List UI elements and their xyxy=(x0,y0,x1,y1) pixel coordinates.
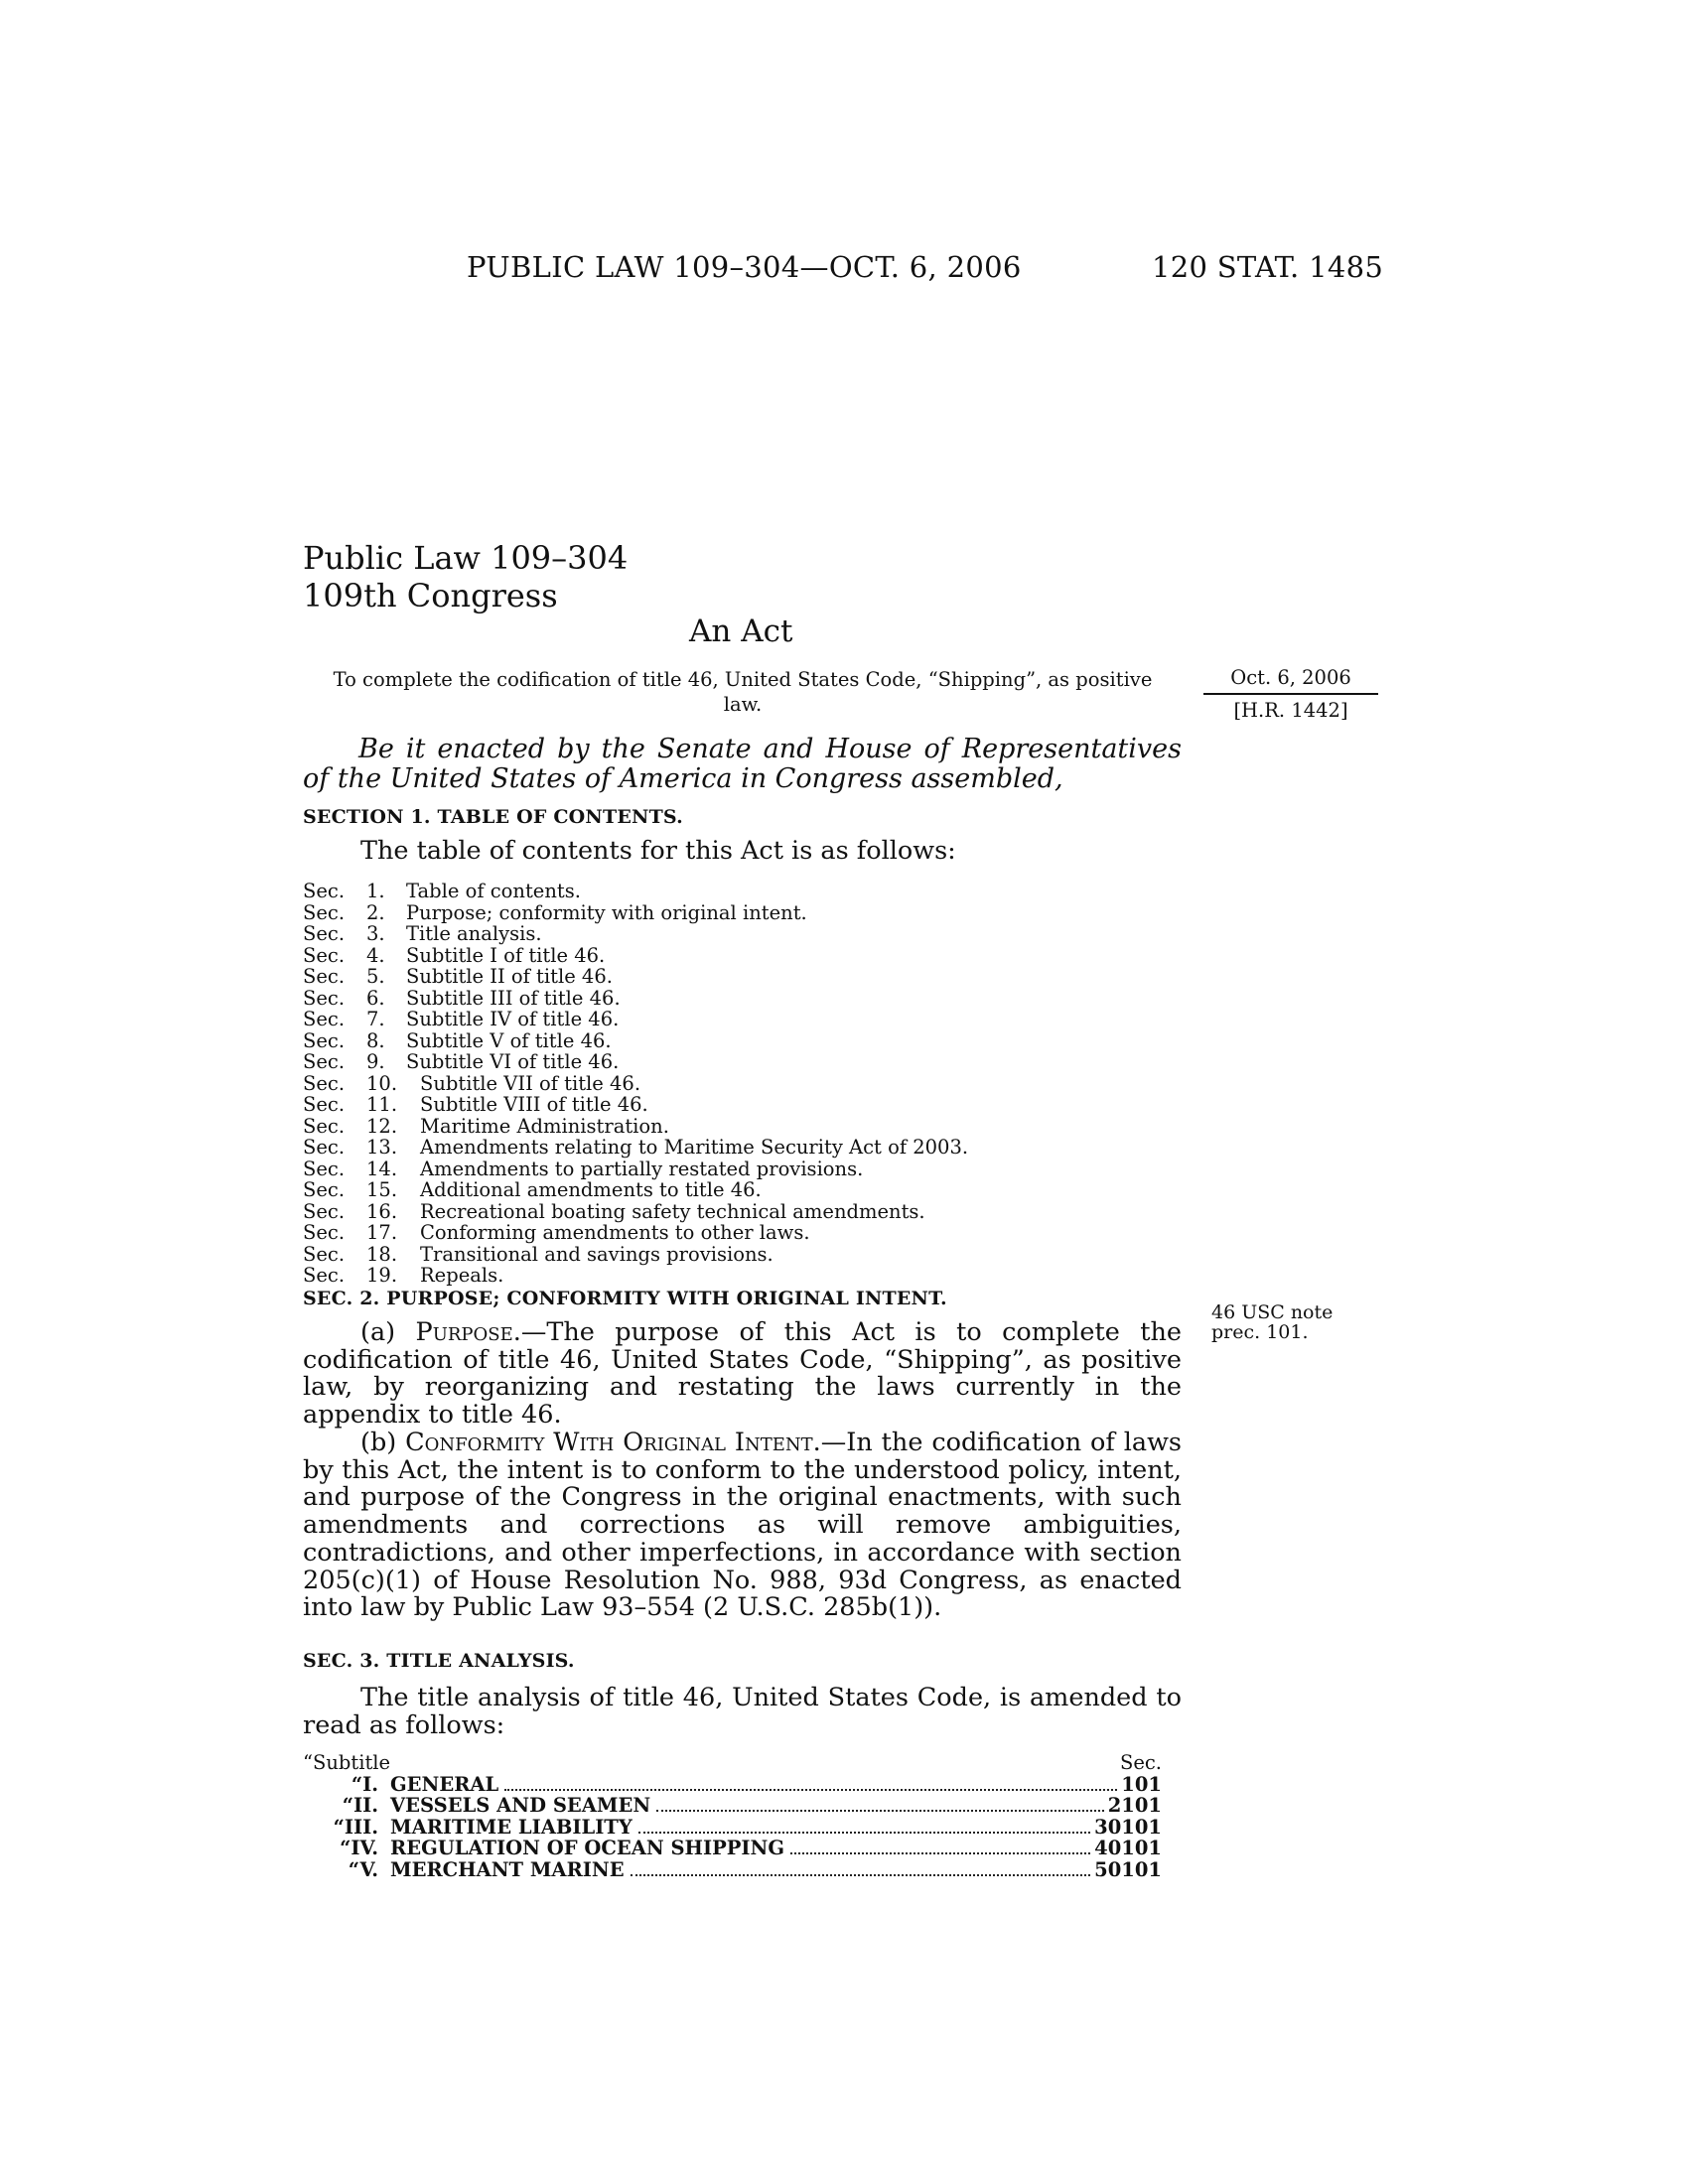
toc-sec-label: Sec. xyxy=(303,1114,346,1138)
title-analysis-header xyxy=(303,1752,1162,1774)
toc-sec-title: Recreational boating safety technical amendments. xyxy=(420,1199,925,1223)
toc-sec-title: Amendments to partially restated provisions. xyxy=(420,1157,864,1180)
title-analysis-row xyxy=(303,1817,1162,1839)
subtitle-name: MERCHANT MARINE xyxy=(390,1857,625,1881)
toc-sec-label: Sec. xyxy=(303,1178,346,1201)
toc-sec-title: Subtitle V of title 46. xyxy=(406,1028,612,1052)
public-law-title: Public Law 109–304 xyxy=(303,539,629,577)
column-header-subtitle: “Subtitle xyxy=(303,1751,391,1774)
dot-leader xyxy=(504,1789,1117,1791)
toc-sec-number: 14. xyxy=(366,1157,398,1180)
toc-sec-number: 6. xyxy=(366,986,385,1010)
toc-sec-number: 7. xyxy=(366,1008,385,1030)
subtitle-number: “II. xyxy=(342,1794,378,1817)
toc-sec-title: Title analysis. xyxy=(406,922,542,945)
act-title: An Act xyxy=(689,614,793,649)
toc-sec-title: Table of contents. xyxy=(406,880,581,902)
subtitle-name: REGULATION OF OCEAN SHIPPING xyxy=(390,1837,785,1859)
toc-sec-number: 13. xyxy=(366,1136,398,1159)
subsection-b-text: .—In the codification of laws by this Act, the intent is to conform to the understood policy, intent, and purpose of the Congress in the original enactments, with such amendments and corrections as will remove ambiguities, contradictions, and other imperfections, in accordance with section 205(c)(1) of House Resolution No. 988, 93d Congress, as enacted into law by Public Law 93–554 (2 U.S.C. 285b(1)). xyxy=(303,1428,1182,1623)
title-analysis-row xyxy=(303,1795,1162,1817)
subtitle-number: “V. xyxy=(348,1857,378,1881)
dot-leader xyxy=(656,1810,1104,1812)
toc-sec-number: 18. xyxy=(366,1242,398,1266)
toc-sec-title: Conforming amendments to other laws. xyxy=(420,1221,810,1244)
act-purpose: To complete the codification of title 46, United States Code, “Shipping”, as positive law. xyxy=(333,668,1153,716)
toc-sec-label: Sec. xyxy=(303,986,346,1010)
margin-date: Oct. 6, 2006 xyxy=(1230,666,1351,689)
running-header-right: 120 STAT. 1485 xyxy=(1152,250,1384,284)
toc-sec-number: 4. xyxy=(366,943,385,967)
toc-sec-title: Additional amendments to title 46. xyxy=(420,1178,762,1201)
subtitle-number: “IV. xyxy=(340,1837,378,1859)
subtitle-number: “I. xyxy=(351,1772,378,1796)
toc-sec-title: Transitional and savings provisions. xyxy=(420,1242,774,1266)
toc-sec-number: 15. xyxy=(366,1178,398,1201)
toc-sec-label: Sec. xyxy=(303,1199,346,1223)
subsection-a-text: .—The purpose of this Act is to complete the codification of title 46, United States Code, “Shipping”, as positive law, by reorganizing and restating the laws currently in the appendix to title 46. xyxy=(303,1317,1182,1431)
toc-sec-title: Repeals. xyxy=(420,1264,504,1287)
toc-sec-title: Subtitle I of title 46. xyxy=(406,943,606,967)
enacting-clause: Be it enacted by the Senate and House of Representatives of the United States of America in Congress assembled, xyxy=(303,734,1182,794)
toc-sec-title: Subtitle VIII of title 46. xyxy=(420,1093,648,1116)
subtitle-section: 101 xyxy=(1121,1772,1162,1796)
margin-note xyxy=(1211,1302,1333,1342)
toc-sec-label: Sec. xyxy=(303,943,346,967)
subtitle-name: GENERAL xyxy=(390,1772,499,1796)
subtitle-name: MARITIME LIABILITY xyxy=(390,1815,633,1839)
toc-sec-number: 9. xyxy=(366,1050,385,1073)
toc-sec-number: 11. xyxy=(366,1093,398,1116)
toc-sec-label: Sec. xyxy=(303,1221,346,1244)
toc-sec-label: Sec. xyxy=(303,1242,346,1266)
margin-rule xyxy=(1203,693,1378,695)
toc-sec-number: 3. xyxy=(366,922,385,945)
title-analysis-row xyxy=(303,1859,1162,1881)
toc-sec-label: Sec. xyxy=(303,900,346,924)
toc-sec-number: 16. xyxy=(366,1199,398,1223)
toc-sec-label: Sec. xyxy=(303,1157,346,1180)
toc-sec-number: 10. xyxy=(366,1071,398,1095)
margin-note-line: 46 USC note xyxy=(1211,1301,1334,1323)
dot-leader xyxy=(790,1852,1090,1854)
subtitle-section: 2101 xyxy=(1107,1794,1162,1817)
toc-sec-number: 1. xyxy=(366,880,385,902)
toc-sec-label: Sec. xyxy=(303,1008,346,1030)
toc-sec-label: Sec. xyxy=(303,880,346,902)
section-3-heading: SEC. 3. TITLE ANALYSIS. xyxy=(303,1650,575,1672)
running-header-left: PUBLIC LAW 109–304—OCT. 6, 2006 xyxy=(467,250,1022,284)
subsection-b-label: (b) xyxy=(360,1428,406,1457)
toc-sec-label: Sec. xyxy=(303,1093,346,1116)
toc-sec-title: Subtitle VII of title 46. xyxy=(420,1071,641,1095)
margin-bill-number: [H.R. 1442] xyxy=(1233,699,1348,722)
toc-sec-label: Sec. xyxy=(303,1028,346,1052)
toc-sec-number: 12. xyxy=(366,1114,398,1138)
dot-leader xyxy=(638,1832,1090,1834)
toc-sec-number: 8. xyxy=(366,1028,385,1052)
toc-sec-label: Sec. xyxy=(303,965,346,988)
toc-sec-number: 19. xyxy=(366,1264,398,1287)
dot-leader xyxy=(631,1874,1091,1876)
title-analysis-row xyxy=(303,1838,1162,1859)
subtitle-section: 40101 xyxy=(1094,1837,1162,1859)
toc-sec-label: Sec. xyxy=(303,1264,346,1287)
toc-sec-label: Sec. xyxy=(303,1071,346,1095)
toc-sec-number: 5. xyxy=(366,965,385,988)
subtitle-section: 50101 xyxy=(1094,1857,1162,1881)
toc-sec-title: Subtitle II of title 46. xyxy=(406,965,613,988)
toc-sec-label: Sec. xyxy=(303,1136,346,1159)
subsection-a-label: (a) xyxy=(360,1317,416,1347)
subtitle-name: VESSELS AND SEAMEN xyxy=(390,1794,651,1817)
subsection-b xyxy=(303,1430,1182,1622)
toc-sec-label: Sec. xyxy=(303,1050,346,1073)
title-analysis-table xyxy=(303,1752,1162,1880)
section-2-heading: SEC. 2. PURPOSE; CONFORMITY WITH ORIGINAL INTENT. xyxy=(303,1288,947,1309)
toc-sec-label: Sec. xyxy=(303,922,346,945)
subsection-a-caption: Purpose xyxy=(415,1317,513,1347)
subtitle-section: 30101 xyxy=(1094,1815,1162,1839)
section-3-intro: The title analysis of title 46, United States Code, is amended to read as follows: xyxy=(303,1683,1182,1740)
toc-sec-title: Subtitle III of title 46. xyxy=(406,986,621,1010)
section-1-intro: The table of contents for this Act is as follows: xyxy=(360,836,956,866)
subsection-a xyxy=(303,1319,1182,1430)
toc-sec-number: 17. xyxy=(366,1221,398,1244)
toc-sec-title: Purpose; conformity with original intent. xyxy=(406,900,807,924)
title-analysis-row xyxy=(303,1774,1162,1796)
margin-note-line: prec. 101. xyxy=(1211,1321,1309,1343)
toc-sec-number: 2. xyxy=(366,900,385,924)
toc-sec-title: Subtitle VI of title 46. xyxy=(406,1050,620,1073)
subsection-b-caption: Conformity With Original Intent xyxy=(405,1428,813,1457)
toc-sec-title: Maritime Administration. xyxy=(420,1114,669,1138)
toc-sec-title: Amendments relating to Maritime Security Act of 2003. xyxy=(420,1136,969,1159)
column-header-sec: Sec. xyxy=(1119,1751,1162,1774)
section-1-heading: SECTION 1. TABLE OF CONTENTS. xyxy=(303,806,683,828)
toc-sec-title: Subtitle IV of title 46. xyxy=(406,1008,620,1030)
subtitle-number: “III. xyxy=(333,1815,378,1839)
congress-label: 109th Congress xyxy=(303,577,558,614)
